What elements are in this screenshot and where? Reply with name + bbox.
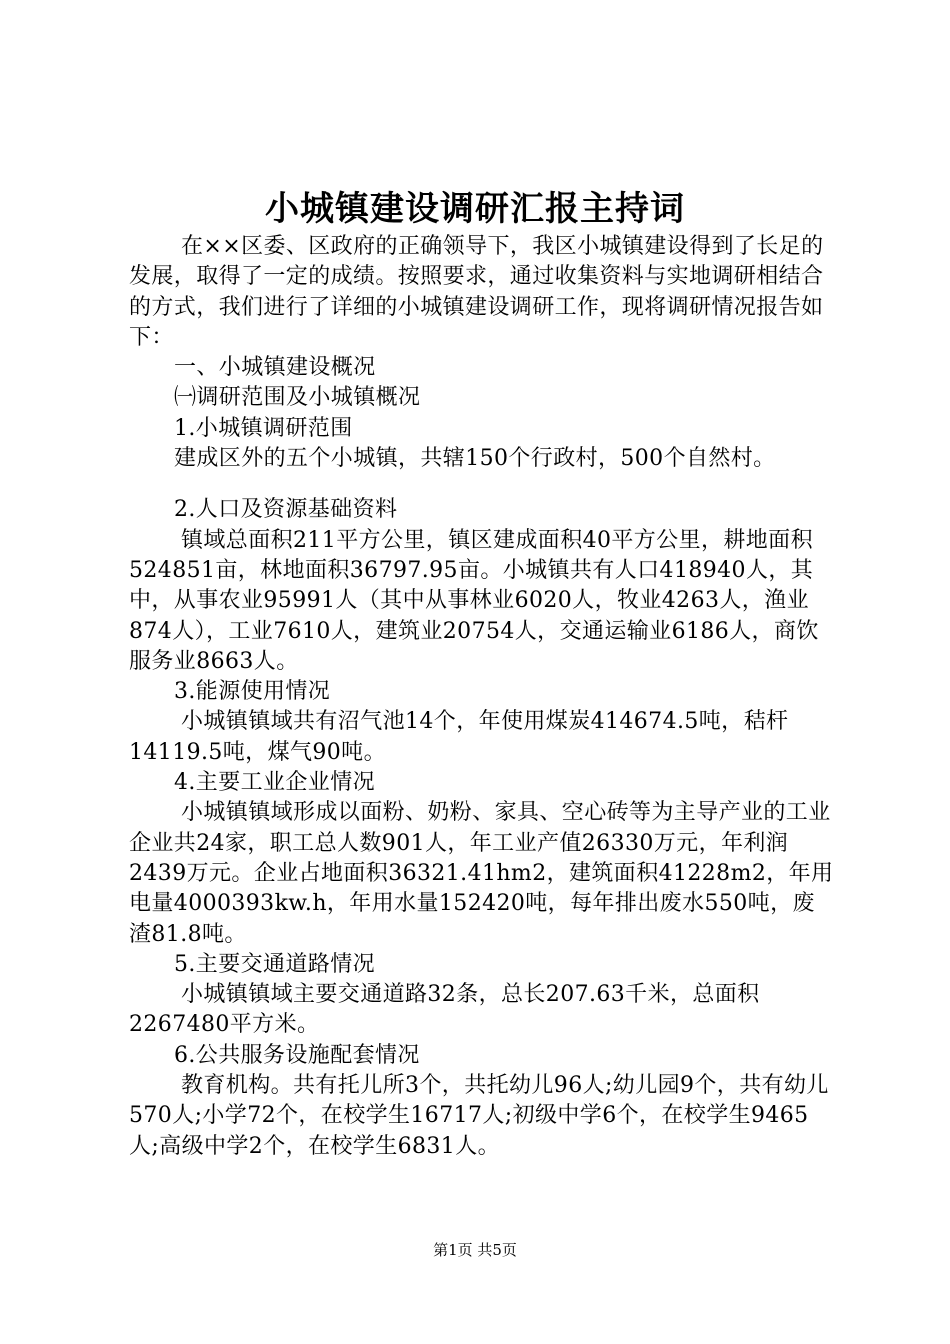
item-5-body: 小城镇镇域主要交通道路32条，总长207.63千米，总面积2267480平方米。 (129, 982, 760, 1038)
item-1-body: 建成区外的五个小城镇，共辖150个行政村，500个自然村。 (174, 446, 776, 472)
item-6-body: 教育机构。共有托儿所3个，共托幼儿96人;幼儿园9个，共有幼儿570人;小学72个，在校学生16717人;初级中学6个，在校学生9465人;高级中学2个，在校学生6831人。 (129, 1073, 829, 1159)
subsection-heading-1: ㈠调研范围及小城镇概况 (174, 385, 421, 411)
item-5-title: 5.主要交通道路情况 (174, 951, 375, 977)
item-2-body: 镇域总面积211平方公里，镇区建成面积40平方公里，耕地面积524851亩，林地面积36797.95亩。小城镇共有人口418940人，其中，从事农业95991人（其中从事林业6020人，牧业4263人，渔业874人），工业7610人，建筑业20754人，交通运输业6186人，商饮服务业8663人。 (129, 527, 819, 674)
item-6-title: 6.公共服务设施配套情况 (174, 1042, 420, 1068)
document-title: 小城镇建设调研汇报主持词 (265, 189, 685, 229)
item-1-title: 1.小城镇调研范围 (174, 415, 353, 441)
document-body (129, 232, 834, 1162)
item-3-title: 3.能源使用情况 (174, 679, 331, 705)
blank-line (129, 474, 834, 495)
item-4-title: 4.主要工业企业情况 (174, 770, 375, 796)
section-heading-1: 一、小城镇建设概况 (174, 355, 376, 381)
item-2-title: 2.人口及资源基础资料 (174, 497, 398, 523)
item-4-body: 小城镇镇域形成以面粉、奶粉、家具、空心砖等为主导产业的工业企业共24家，职工总人数901人，年工业产值26330万元，年利润2439万元。企业占地面积36321.41hm2，建筑面积41228m2，年用电量4000393kw.h，年用水量152420吨，每年排出废水550吨，废渣81.8吨。 (129, 800, 834, 947)
page-footer: 第1页 共5页 (433, 1241, 517, 1259)
intro-paragraph: 在××区委、区政府的正确领导下，我区小城镇建设得到了长足的发展，取得了一定的成绩。按照要求，通过收集资料与实地调研相结合的方式，我们进行了详细的小城镇建设调研工作，现将调研情况报告如下： (129, 234, 824, 350)
item-3-body: 小城镇镇域共有沼气池14个，年使用煤炭414674.5吨，秸杆14119.5吨，煤气90吨。 (129, 709, 789, 765)
